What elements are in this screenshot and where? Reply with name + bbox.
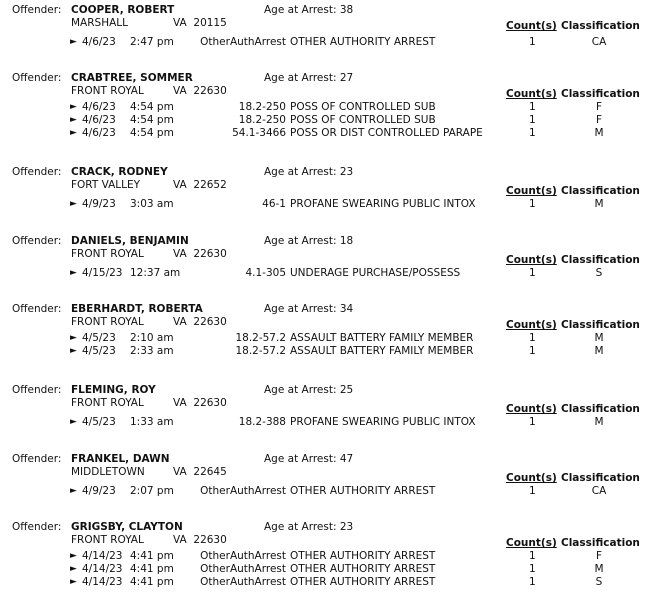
offender-record bbox=[0, 303, 659, 363]
charge-description: UNDERAGE PURCHASE/POSSESS bbox=[290, 267, 461, 279]
offender-label: Offender: bbox=[12, 521, 62, 533]
charge-description: OTHER AUTHORITY ARREST bbox=[290, 563, 436, 575]
charge-statute: OtherAuthArrest bbox=[200, 576, 286, 588]
charge-statute: 18.2-57.2 bbox=[235, 332, 286, 344]
charge-description: OTHER AUTHORITY ARREST bbox=[290, 576, 436, 588]
bullet-arrow-icon: ► bbox=[70, 333, 77, 343]
charge-time: 1:33 am bbox=[130, 416, 174, 428]
charge-classification: F bbox=[595, 114, 603, 126]
charge-classification: S bbox=[595, 576, 603, 588]
bullet-arrow-icon: ► bbox=[70, 37, 77, 47]
charge-statute: 18.2-250 bbox=[238, 114, 286, 126]
charge-statute: 18.2-250 bbox=[238, 101, 286, 113]
offender-address: FRONT ROYAL VA 22630 bbox=[71, 397, 227, 409]
charge-statute: 4.1-305 bbox=[245, 267, 286, 279]
charge-statute: OtherAuthArrest bbox=[200, 485, 286, 497]
charge-row bbox=[0, 576, 659, 589]
offender-address: FRONT ROYAL VA 22630 bbox=[71, 248, 227, 260]
charge-count: 1 bbox=[529, 332, 536, 344]
charge-date: 4/15/23 bbox=[82, 267, 123, 279]
charge-count: 1 bbox=[529, 198, 536, 210]
charge-time: 2:47 pm bbox=[130, 36, 174, 48]
offender-name: DANIELS, BENJAMIN bbox=[71, 235, 189, 247]
charge-row bbox=[0, 550, 659, 563]
bullet-arrow-icon: ► bbox=[70, 128, 77, 138]
offender-record bbox=[0, 4, 659, 64]
charge-date: 4/5/23 bbox=[82, 345, 116, 357]
charge-time: 4:41 pm bbox=[130, 576, 174, 588]
offender-name: CRACK, RODNEY bbox=[71, 166, 168, 178]
age-at-arrest: Age at Arrest: 27 bbox=[264, 72, 354, 84]
counts-header: Count(s) bbox=[506, 254, 557, 266]
charge-count: 1 bbox=[529, 114, 536, 126]
charge-count: 1 bbox=[529, 345, 536, 357]
classification-header: Classification bbox=[561, 319, 640, 331]
charge-count: 1 bbox=[529, 267, 536, 279]
charge-statute: 18.2-57.2 bbox=[235, 345, 286, 357]
counts-header: Count(s) bbox=[506, 319, 557, 331]
charge-classification: M bbox=[594, 127, 604, 139]
charge-date: 4/14/23 bbox=[82, 550, 123, 562]
charge-count: 1 bbox=[529, 563, 536, 575]
offender-address: FRONT ROYAL VA 22630 bbox=[71, 85, 227, 97]
charge-classification: F bbox=[595, 550, 603, 562]
counts-header: Count(s) bbox=[506, 88, 557, 100]
charge-row bbox=[0, 267, 659, 280]
charge-count: 1 bbox=[529, 485, 536, 497]
charge-row bbox=[0, 416, 659, 429]
offender-label: Offender: bbox=[12, 4, 62, 16]
bullet-arrow-icon: ► bbox=[70, 551, 77, 561]
bullet-arrow-icon: ► bbox=[70, 268, 77, 278]
bullet-arrow-icon: ► bbox=[70, 199, 77, 209]
charge-time: 4:41 pm bbox=[130, 563, 174, 575]
counts-header: Count(s) bbox=[506, 472, 557, 484]
charge-date: 4/6/23 bbox=[82, 114, 116, 126]
charge-count: 1 bbox=[529, 36, 536, 48]
offender-label: Offender: bbox=[12, 235, 62, 247]
bullet-arrow-icon: ► bbox=[70, 577, 77, 587]
offender-record bbox=[0, 453, 659, 513]
charge-time: 2:07 pm bbox=[130, 485, 174, 497]
offender-name: CRABTREE, SOMMER bbox=[71, 72, 193, 84]
charge-row bbox=[0, 345, 659, 358]
charge-classification: CA bbox=[591, 485, 607, 497]
charge-classification: M bbox=[594, 416, 604, 428]
charge-description: OTHER AUTHORITY ARREST bbox=[290, 550, 436, 562]
offender-label: Offender: bbox=[12, 453, 62, 465]
charge-time: 4:54 pm bbox=[130, 114, 174, 126]
charge-statute: 18.2-388 bbox=[238, 416, 286, 428]
classification-header: Classification bbox=[561, 403, 640, 415]
charge-time: 3:03 am bbox=[130, 198, 174, 210]
charge-classification: F bbox=[595, 101, 603, 113]
bullet-arrow-icon: ► bbox=[70, 115, 77, 125]
charge-time: 2:33 am bbox=[130, 345, 174, 357]
offender-label: Offender: bbox=[12, 166, 62, 178]
charge-classification: M bbox=[594, 563, 604, 575]
age-at-arrest: Age at Arrest: 23 bbox=[264, 166, 354, 178]
age-at-arrest: Age at Arrest: 18 bbox=[264, 235, 354, 247]
charge-row bbox=[0, 114, 659, 127]
charge-description: POSS OF CONTROLLED SUB bbox=[290, 114, 436, 126]
age-at-arrest: Age at Arrest: 25 bbox=[264, 384, 354, 396]
age-at-arrest: Age at Arrest: 23 bbox=[264, 521, 354, 533]
charge-row bbox=[0, 485, 659, 498]
charge-row bbox=[0, 563, 659, 576]
offender-record bbox=[0, 384, 659, 444]
bullet-arrow-icon: ► bbox=[70, 564, 77, 574]
charge-count: 1 bbox=[529, 101, 536, 113]
age-at-arrest: Age at Arrest: 34 bbox=[264, 303, 354, 315]
offender-record bbox=[0, 521, 659, 588]
age-at-arrest: Age at Arrest: 47 bbox=[264, 453, 354, 465]
bullet-arrow-icon: ► bbox=[70, 417, 77, 427]
charge-statute: 54.1-3466 bbox=[232, 127, 286, 139]
charge-classification: CA bbox=[591, 36, 607, 48]
charge-date: 4/9/23 bbox=[82, 485, 116, 497]
offender-address: MARSHALL VA 20115 bbox=[71, 17, 227, 29]
age-at-arrest: Age at Arrest: 38 bbox=[264, 4, 354, 16]
charge-count: 1 bbox=[529, 127, 536, 139]
charge-time: 4:54 pm bbox=[130, 101, 174, 113]
bullet-arrow-icon: ► bbox=[70, 486, 77, 496]
charge-description: PROFANE SWEARING PUBLIC INTOX bbox=[290, 416, 476, 428]
offender-record bbox=[0, 166, 659, 226]
offender-address: FRONT ROYAL VA 22630 bbox=[71, 534, 227, 546]
charge-description: OTHER AUTHORITY ARREST bbox=[290, 36, 436, 48]
classification-header: Classification bbox=[561, 472, 640, 484]
charge-statute: OtherAuthArrest bbox=[200, 563, 286, 575]
counts-header: Count(s) bbox=[506, 537, 557, 549]
charge-row bbox=[0, 36, 659, 49]
charge-row bbox=[0, 332, 659, 345]
classification-header: Classification bbox=[561, 185, 640, 197]
offender-record bbox=[0, 72, 659, 139]
charge-date: 4/6/23 bbox=[82, 101, 116, 113]
classification-header: Classification bbox=[561, 254, 640, 266]
charge-count: 1 bbox=[529, 416, 536, 428]
offender-address: FORT VALLEY VA 22652 bbox=[71, 179, 227, 191]
charge-row bbox=[0, 198, 659, 211]
bullet-arrow-icon: ► bbox=[70, 346, 77, 356]
charge-time: 2:10 am bbox=[130, 332, 174, 344]
offender-address: FRONT ROYAL VA 22630 bbox=[71, 316, 227, 328]
offender-name: COOPER, ROBERT bbox=[71, 4, 175, 16]
charge-statute: OtherAuthArrest bbox=[200, 550, 286, 562]
charge-date: 4/14/23 bbox=[82, 576, 123, 588]
charge-time: 4:54 pm bbox=[130, 127, 174, 139]
counts-header: Count(s) bbox=[506, 20, 557, 32]
charge-statute: 46-1 bbox=[262, 198, 286, 210]
charge-classification: S bbox=[595, 267, 603, 279]
charge-classification: M bbox=[594, 345, 604, 357]
charge-date: 4/5/23 bbox=[82, 416, 116, 428]
charge-date: 4/6/23 bbox=[82, 36, 116, 48]
charge-description: PROFANE SWEARING PUBLIC INTOX bbox=[290, 198, 476, 210]
charge-time: 4:41 pm bbox=[130, 550, 174, 562]
charge-time: 12:37 am bbox=[130, 267, 181, 279]
charge-classification: M bbox=[594, 332, 604, 344]
bullet-arrow-icon: ► bbox=[70, 102, 77, 112]
charge-classification: M bbox=[594, 198, 604, 210]
charge-row bbox=[0, 101, 659, 114]
counts-header: Count(s) bbox=[506, 403, 557, 415]
charge-statute: OtherAuthArrest bbox=[200, 36, 286, 48]
charge-description: OTHER AUTHORITY ARREST bbox=[290, 485, 436, 497]
classification-header: Classification bbox=[561, 88, 640, 100]
charge-date: 4/6/23 bbox=[82, 127, 116, 139]
charge-date: 4/9/23 bbox=[82, 198, 116, 210]
charge-row bbox=[0, 127, 659, 140]
charge-count: 1 bbox=[529, 576, 536, 588]
offender-label: Offender: bbox=[12, 303, 62, 315]
offender-label: Offender: bbox=[12, 72, 62, 84]
charge-count: 1 bbox=[529, 550, 536, 562]
offender-label: Offender: bbox=[12, 384, 62, 396]
charge-description: ASSAULT BATTERY FAMILY MEMBER bbox=[290, 345, 474, 357]
offender-name: FLEMING, ROY bbox=[71, 384, 156, 396]
offender-name: GRIGSBY, CLAYTON bbox=[71, 521, 183, 533]
charge-description: POSS OF CONTROLLED SUB bbox=[290, 101, 436, 113]
classification-header: Classification bbox=[561, 20, 640, 32]
offender-record bbox=[0, 235, 659, 295]
counts-header: Count(s) bbox=[506, 185, 557, 197]
charge-description: ASSAULT BATTERY FAMILY MEMBER bbox=[290, 332, 474, 344]
offender-name: FRANKEL, DAWN bbox=[71, 453, 170, 465]
charge-date: 4/5/23 bbox=[82, 332, 116, 344]
charge-date: 4/14/23 bbox=[82, 563, 123, 575]
charge-description: POSS OR DIST CONTROLLED PARAPE bbox=[290, 127, 483, 139]
offender-address: MIDDLETOWN VA 22645 bbox=[71, 466, 227, 478]
classification-header: Classification bbox=[561, 537, 640, 549]
offender-name: EBERHARDT, ROBERTA bbox=[71, 303, 203, 315]
